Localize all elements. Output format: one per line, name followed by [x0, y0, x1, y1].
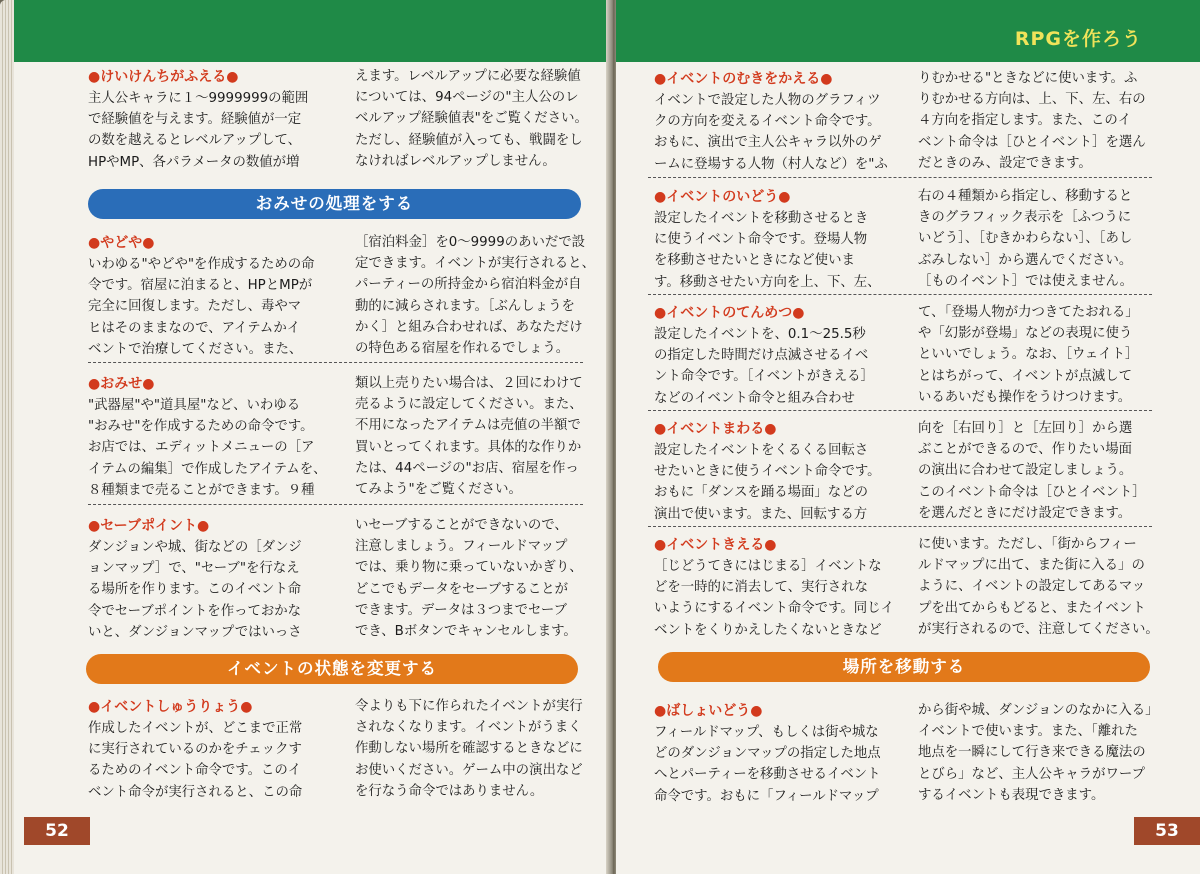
dashed-divider	[88, 362, 583, 363]
move-col-2	[918, 186, 1190, 292]
section-banner-place-move: 場所を移動する	[658, 652, 1150, 682]
body-text: 設定したイベントをくるくる回転さ せたいときに使うイベント命令です。 おもに「ダンスを踊る場面」などの 演出で使います。また、回転する方	[654, 443, 881, 522]
spin-col-1	[654, 418, 914, 525]
yadoya-col-1	[88, 232, 340, 360]
spin-col-2	[918, 418, 1190, 524]
warp-col-2	[918, 700, 1190, 806]
body-text: 設定したイベントを移動させるとき に使うイベント命令です。登場人物 を移動させたいときになど使いま す。移動させたい方向を上、下、左、	[654, 211, 881, 290]
section-heading: ●イベントのむきをかえる●	[654, 71, 833, 87]
section-banner-shop: おみせの処理をする	[88, 189, 581, 219]
section-heading: ●やどや●	[88, 235, 155, 251]
omise-col-2	[355, 373, 603, 500]
end-col-2	[355, 696, 603, 802]
body-text: フィールドマップ、もしくは街や城な どのダンジョンマップの指定した地点 へとパーティーを移動させるイベント 命令です。おもに「フィールドマップ	[654, 725, 881, 804]
blink-col-2	[918, 302, 1190, 408]
right-page	[616, 0, 1200, 874]
body-text: えます。レベルアップに必要な経験値 については、94ページの"主人公のレ ベルアップ経験値表"をご覧ください。 ただし、経験値が入っても、戦闘をし なければレベルアップしません。	[355, 69, 588, 169]
direction-col-2	[918, 68, 1190, 174]
section-heading: ●イベントのてんめつ●	[654, 305, 805, 321]
book-title: RPGを作ろう	[1014, 28, 1142, 50]
body-text: 令よりも下に作られたイベントが実行 されなくなります。イベントがうまく 作動しない場所を確認するときなどに お使いください。ゲーム中の演出など を行なう命令ではありません。	[355, 699, 583, 799]
dashed-divider	[648, 294, 1152, 295]
body-text: 右の４種類から指定し、移動すると きのグラフィック表示を［ふつうに いどう］、［むきかわらない］、［あし ぶみしない］から選んでください。 ［ものイベント］では使えません。	[918, 189, 1134, 289]
page-number: 52	[24, 817, 90, 845]
warp-col-1	[654, 700, 914, 807]
section-heading: ●けいけんちがふえる●	[88, 69, 239, 85]
section-heading: ●イベントしゅうりょう●	[88, 699, 253, 715]
body-text: ダンジョンや城、街などの［ダンジ ョンマップ］で、"セーブ"を行なえ る場所を作ります。このイベント命 令でセーブポイントを作っておかな いと、ダンジョンマップではいっさ	[88, 540, 302, 640]
body-text: 作成したイベントが、どこまで正常 に実行されているのかをチェックす るためのイベント命令です。このイ ベント命令が実行されると、この命	[88, 721, 303, 800]
page-number: 53	[1134, 817, 1200, 845]
dashed-divider	[88, 504, 583, 505]
save-col-1	[88, 515, 340, 643]
body-text: ［じどうてきにはじまる］イベントな どを一時的に消去して、実行されな いようにするイベント命令です。同じイ ベントをくりかえしたくないときなど	[654, 559, 894, 638]
vanish-col-2	[918, 534, 1190, 640]
direction-col-1	[654, 68, 914, 175]
body-text: 主人公キャラに１～9999999の範囲 で経験値を与えます。経験値が一定 の数を越えるとレベルアップして、 HPやMP、各パラメータの数値が増	[88, 91, 309, 170]
section-heading: ●セーブポイント●	[88, 518, 210, 534]
omise-col-1	[88, 373, 340, 501]
save-col-2	[355, 515, 603, 642]
body-text: て、「登場人物が力つきてたおれる」 や「幻影が登場」などの表現に使う といいでしょう。なお、［ウェイト］ とはちがって、イベントが点滅して いるあいだも操作をうけつけます。	[918, 305, 1139, 405]
body-text: ［宿泊料金］を0～9999のあいだで設 定できます。イベントが実行されると、 パーティーの所持金から宿泊料金が自 動的に減らされます。［ぶんしょうを かく］と組み合わせれば、あなただけ の特色ある宿屋を作れるでしょう。	[355, 235, 595, 357]
section-heading: ●イベントまわる●	[654, 421, 777, 437]
body-text: から街や城、ダンジョンのなかに入る」 イベントで使います。また、「離れた 地点を一瞬にして行き来できる魔法の とびら」など、主人公キャラがワープ するイベントも表現できます。	[918, 703, 1159, 803]
blink-col-1	[654, 302, 914, 409]
body-text: "武器屋"や"道具屋"など、いわゆる "おみせ"を作成するための命令です。 お店では、エディットメニューの［ア イテムの編集］で作成したアイテムを、 ８種類まで売ることができます。９種	[88, 398, 327, 498]
body-text: に使います。ただし、「街からフィー ルドマップに出て、また街に入る」の ように、イベントの設定してあるマッ プを出てからもどると、またイベント が実行されるので、注意してください。	[918, 537, 1159, 637]
dashed-divider	[648, 177, 1152, 178]
body-text: 向を［右回り］と［左回り］から選 ぶことができるので、作りたい場面 の演出に合わせて設定しましょう。 このイベント命令は［ひとイベント］ を選んだときにだけ設定できます。	[918, 421, 1146, 521]
exp-col-2	[355, 66, 603, 172]
top-green-band	[12, 0, 612, 62]
end-col-1	[88, 696, 340, 803]
section-heading: ●ばしょいどう●	[654, 703, 763, 719]
dashed-divider	[648, 410, 1152, 411]
body-text: りむかせる"ときなどに使います。ふ りむかせる方向は、上、下、左、右の ４方向を指定します。また、このイ ベント命令は［ひとイベント］を選ん だときのみ、設定できます。	[918, 71, 1146, 171]
yadoya-col-2	[355, 232, 603, 359]
body-text: 設定したイベントを、0.1～25.5秒 の指定した時間だけ点滅させるイベ ント命令です。［イベントがきえる］ などのイベント命令と組み合わせ	[654, 327, 874, 406]
exp-col-1	[88, 66, 340, 173]
page-edge-stack	[0, 0, 14, 874]
vanish-col-1	[654, 534, 914, 641]
move-col-1	[654, 186, 914, 293]
section-heading: ●イベントのいどう●	[654, 189, 791, 205]
dashed-divider	[648, 526, 1152, 527]
section-heading: ●おみせ●	[88, 376, 155, 392]
body-text: いわゆる"やどや"を作成するための命 令です。宿屋に泊まると、HPとMPが 完全に回復します。ただし、毒やマ ヒはそのままなので、アイテムかイ ベントで治療してください。また、	[88, 257, 315, 357]
body-text: 類以上売りたい場合は、２回にわけて 売るように設定してください。また、 不用になったアイテムは売値の半額で 買いとってくれます。具体的な作りか たは、44ページの"お店、宿屋を作っ てみよう"をご覧ください。	[355, 376, 583, 498]
section-heading: ●イベントきえる●	[654, 537, 777, 553]
body-text: イベントで設定した人物のグラフィツ クの方向を変えるイベント命令です。 おもに、演出で主人公キャラ以外のゲ ームに登場する人物（村人など）を"ふ	[654, 93, 888, 172]
section-banner-event-state: イベントの状態を変更する	[86, 654, 578, 684]
body-text: いセーブすることができないので、 注意しましょう。フィールドマップ では、乗り物に乗っていないかぎり、 どこでもデータをセーブすることが できます。データは３つまでセーブ でき、Bボタンでキャンセルします。	[355, 518, 583, 640]
